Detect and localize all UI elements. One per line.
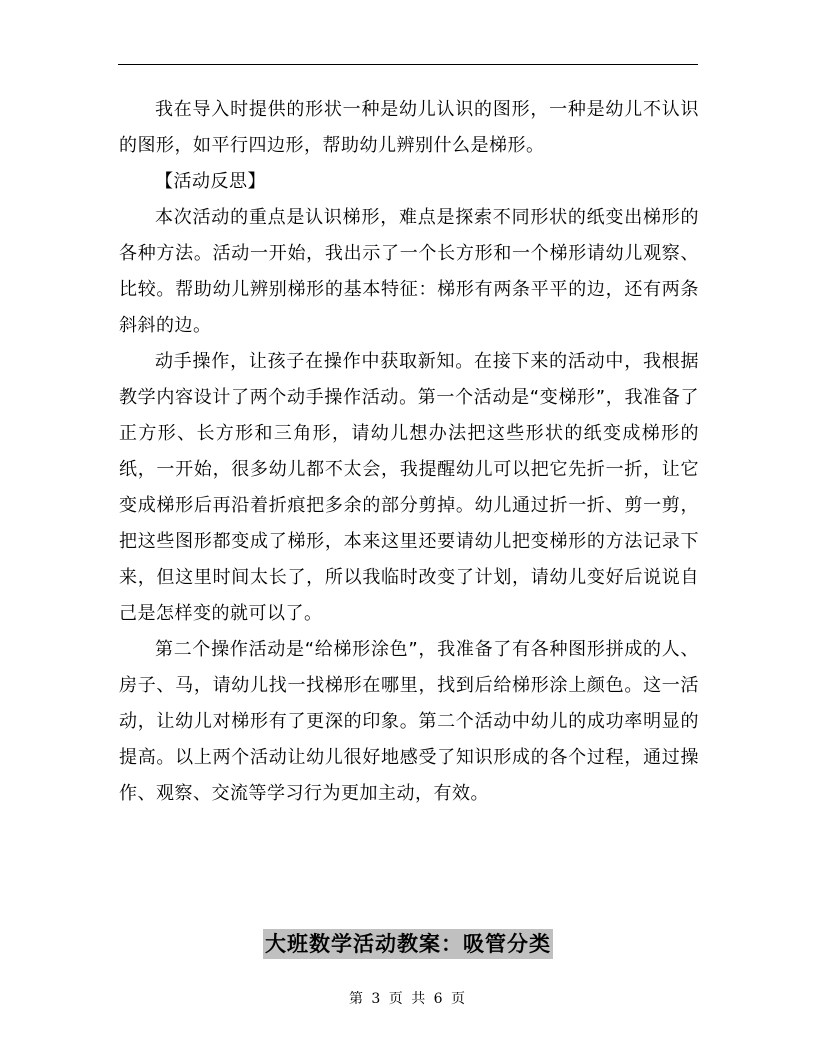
next-lesson-title: 大班数学活动教案：吸管分类 [263, 929, 553, 959]
section-heading-reflection: 【活动反思】 [155, 171, 266, 192]
reflection-paragraph-1: 本次活动的重点是认识梯形，难点是探索不同形状的纸变出梯形的各种方法。活动一开始，我出示了一个长方形和一个梯形请幼儿观察、比较。帮助幼儿辨别梯形的基本特征：梯形有两条平平的边，还有两条斜斜的边。 [119, 207, 699, 336]
next-lesson-title-wrap [0, 929, 816, 959]
page-number-footer: 第 3 页 共 6 页 [348, 991, 468, 1007]
header-rule [118, 64, 698, 65]
reflection-paragraph-3: 第二个操作活动是“给梯形涂色”，我准备了有各种图形拼成的人、房子、马，请幼儿找一找梯形在哪里，找到后给梯形涂上颜色。这一活动，让幼儿对梯形有了更深的印象。第二个活动中幼儿的成功率明显的提高。以上两个活动让幼儿很好地感受了知识形成的各个过程，通过操作、观察、交流等学习行为更加主动，有效。 [119, 639, 699, 804]
intro-paragraph: 我在导入时提供的形状一种是幼儿认识的图形，一种是幼儿不认识的图形，如平行四边形，帮助幼儿辨别什么是梯形。 [119, 99, 699, 156]
reflection-paragraph-2: 动手操作，让孩子在操作中获取新知。在接下来的活动中，我根据教学内容设计了两个动手操作活动。第一个活动是“变梯形”，我准备了正方形、长方形和三角形，请幼儿想办法把这些形状的纸变成梯形的纸，一开始，很多幼儿都不太会，我提醒幼儿可以把它先折一折，让它变成梯形后再沿着折痕把多余的部分剪掉。幼儿通过折一折、剪一剪，把这些图形都变成了梯形，本来这里还要请幼儿把变梯形的方法记录下来，但这里时间太长了，所以我临时改变了计划，请幼儿变好后说说自己是怎样变的就可以了。 [119, 351, 699, 624]
document-body [119, 92, 699, 812]
